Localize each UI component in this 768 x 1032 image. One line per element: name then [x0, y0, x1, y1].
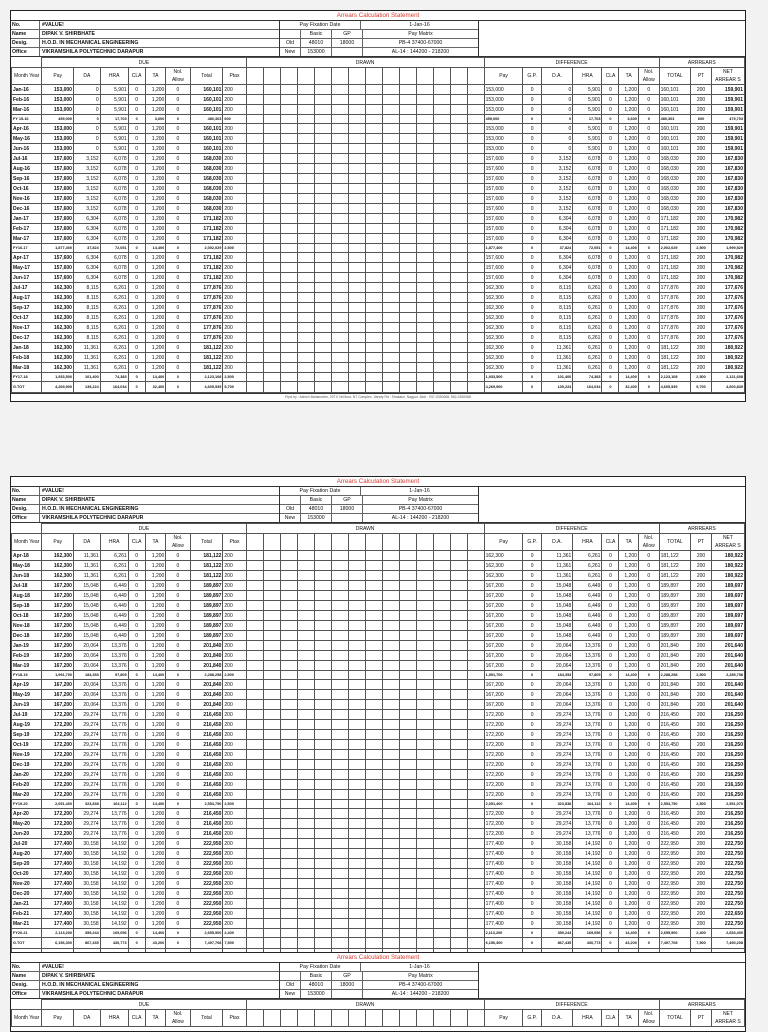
table-row: May-20 172,200 29,274 13,776 0 1,200 0 216,450 200 172,200 0 29,274 13,776 0 1,200 0 216,450 200 216,250 [13, 820, 743, 827]
statement-sheet-2 [10, 476, 746, 972]
table-row: Jan-17 157,600 6,304 6,078 0 1,200 0 171,182 200 157,600 0 6,304 6,078 0 1,200 0 171,182 200 170,982 [13, 215, 743, 222]
table-row: Dec-20 177,400 30,158 14,192 0 1,200 0 222,950 200 177,400 0 30,158 14,192 0 1,200 0 222,950 200 222,750 [13, 890, 743, 897]
table-row: Oct-18 167,200 15,048 6,449 0 1,200 0 189,897 200 167,200 0 15,048 6,449 0 1,200 0 189,897 200 189,697 [13, 612, 743, 619]
employee-info: No. #VALUE! Name DIPAK V. SHIRBHATE Desig. H.O.D. IN MECHANICAL ENGINEERING Office VIKRAMSHILA POLYTECHNIC DARAPUR Pay Fixation Date 1-Jan-16 Basic GP Pay Matrix Old 48010 18000 PB-4 37400-67000 New 153000 AL-14 : 144200 - 218200 [11, 21, 745, 57]
table-row: Oct-16 157,600 3,152 6,078 0 1,200 0 168,030 200 157,600 0 3,152 6,078 0 1,200 0 168,030 200 167,830 [13, 185, 743, 192]
table-row: Jan-19 167,200 20,064 13,376 0 1,200 0 201,840 200 167,200 0 20,064 13,376 0 1,200 0 201,840 200 201,640 [13, 642, 743, 649]
table-row: FY19-20 2,051,400 323,838 164,112 0 14,400 0 2,553,750 2,500 2,051,400 0 323,838 164,112 0 14,400 0 2,553,750 2,500 2,551,070 [12, 800, 745, 809]
drawn-header: DRAWN [246, 58, 484, 68]
statement-sheet-1 [10, 10, 746, 402]
column-header-row: Month Year Pay DA HRA CLA TA Nol. Allow Total Ptax Pay G.P. D.A. HRA CLA TA Nol. Allow TOTAL PT NET ARREAR S [12, 68, 745, 85]
statement-title: Arrears Calculation Statement [11, 11, 745, 21]
table-row: G.TOT 4,269,900 139,224 164,034 0 32,400 0 4,605,539 5,700 4,269,900 0 139,224 164,034 0 32,400 0 4,605,539 5,700 4,600,839 [12, 382, 745, 393]
table-row: Jan-21 177,400 30,158 14,192 0 1,200 0 222,950 200 177,400 0 30,158 14,192 0 1,200 0 222,950 200 222,750 [13, 900, 743, 907]
statement-sheet-3: Arrears Calculation Statement No. #VALUE! Name DIPAK V. SHIRBHATE Desig. H.O.D. IN MECHANICAL ENGINEERING Office VIKRAMSHILA POLYTECHNIC DARAPUR Pay Fixation Date 1-Jan-16 Basic GP Pay Matrix Old 48010 18000 PB-4 37400-67000 New 153000 AL-14 : 144200 - 218200 DUE DRAWN DIFFERENCE ARRREARS Month Year Pay DA HRA CLA TA Nol. Allow Total Ptax Pay G.P. D.A. HRA CLA TA Nol. Allow TOTAL PT NET ARREAR S [10, 952, 746, 1032]
table-row: Nov-19 172,200 29,274 13,776 0 1,200 0 216,450 200 172,200 0 29,274 13,776 0 1,200 0 216,450 200 216,250 [13, 751, 743, 758]
table-row: Apr-17 157,600 6,304 6,078 0 1,200 0 171,182 200 157,600 0 6,304 6,078 0 1,200 0 171,182 200 170,982 [13, 254, 743, 261]
due-header: DUE [42, 58, 246, 68]
table-row: May-17 157,600 6,304 6,078 0 1,200 0 171,182 200 157,600 0 6,304 6,078 0 1,200 0 171,182 200 170,982 [13, 264, 743, 271]
table-row: Sep-20 177,400 30,158 14,192 0 1,200 0 222,950 200 177,400 0 30,158 14,192 0 1,200 0 222,950 200 222,750 [13, 860, 743, 867]
arrears-rows-2 [12, 551, 745, 971]
table-row: FY20-21 2,113,200 359,244 169,056 0 14,400 0 2,655,900 2,400 2,113,200 0 359,244 169,056 0 14,400 0 2,655,900 2,400 2,653,400 [12, 929, 745, 938]
table-row: Jul-19 172,200 29,274 13,776 0 1,200 0 216,450 200 172,200 0 29,274 13,776 0 1,200 0 216,450 200 216,250 [13, 711, 743, 718]
table-row: Oct-19 172,200 29,274 13,776 0 1,200 0 216,450 200 172,200 0 29,274 13,776 0 1,200 0 216,450 200 216,250 [13, 741, 743, 748]
table-row: Feb-19 167,200 20,064 13,376 0 1,200 0 201,840 200 167,200 0 20,064 13,376 0 1,200 0 201,840 200 201,640 [13, 652, 743, 659]
table-row: G.TOT 6,156,300 867,435 430,773 0 43,200 0 7,497,708 7,500 6,156,300 0 867,435 430,773 0 43,200 0 7,497,708 7,500 7,490,208 [12, 938, 745, 949]
table-row: Mar-20 172,200 29,274 13,776 0 1,200 0 216,450 200 172,200 0 29,274 13,776 0 1,200 0 216,450 200 216,250 [13, 791, 743, 798]
table-row: Aug-18 167,200 15,048 6,449 0 1,200 0 189,897 200 167,200 0 15,048 6,449 0 1,200 0 189,897 200 189,697 [13, 592, 743, 599]
table-row: Jan-18 162,300 11,361 6,261 0 1,200 0 181,122 200 162,300 0 11,361 6,261 0 1,200 0 181,122 200 180,922 [13, 344, 743, 351]
table-row: Nov-17 162,300 8,115 6,261 0 1,200 0 177,876 200 162,300 0 8,115 6,261 0 1,200 0 177,876 200 177,676 [13, 324, 743, 331]
table-row: Mar-18 162,300 11,361 6,261 0 1,200 0 181,122 200 162,300 0 11,361 6,261 0 1,200 0 181,122 200 180,922 [13, 364, 743, 371]
employee-office: VIKRAMSHILA POLYTECHNIC DARAPUR [42, 49, 144, 55]
table-row: Mar-17 157,600 6,304 6,078 0 1,200 0 171,182 200 157,600 0 6,304 6,078 0 1,200 0 171,182 200 170,982 [13, 235, 743, 242]
statement-title: Arrears Calculation Statement [11, 953, 745, 963]
table-row: Mar-19 167,200 20,064 13,376 0 1,200 0 201,840 200 167,200 0 20,064 13,376 0 1,200 0 201,840 200 201,640 [13, 662, 743, 669]
table-row: Dec-17 162,300 8,115 6,261 0 1,200 0 177,876 200 162,300 0 8,115 6,261 0 1,200 0 177,876 200 177,676 [13, 334, 743, 341]
table-row: Jun-20 172,200 29,274 13,776 0 1,200 0 216,450 200 172,200 0 29,274 13,776 0 1,200 0 216,450 200 216,250 [13, 830, 743, 837]
table-row: FY 15-16 459,000 0 17,703 0 3,600 0 480,303 600 459,000 0 0 17,703 0 3,600 0 480,303 600 479,703 [12, 115, 745, 124]
column-header-row: Month Year Pay DA HRA CLA TA Nol. Allow Total Ptax Pay G.P. D.A. HRA CLA TA Nol. Allow TOTAL PT NET ARREAR S [12, 534, 745, 551]
pay-fixation-box: Pay Fixation Date 1-Jan-16 Basic GP Pay Matrix Old 48010 18000 PB-4 37400-67000 New 153000 AL-14 : 144200 - 218200 [280, 487, 479, 522]
arrears-header: ARRREARS [659, 58, 744, 68]
arrears-table-1 [11, 57, 745, 393]
table-row: Aug-19 172,200 29,274 13,776 0 1,200 0 216,450 200 172,200 0 29,274 13,776 0 1,200 0 216,450 200 216,250 [13, 721, 743, 728]
employee-designation: H.O.D. IN MECHANICAL ENGINEERING [42, 40, 139, 46]
employee-info: No. #VALUE! Name DIPAK V. SHIRBHATE Desig. H.O.D. IN MECHANICAL ENGINEERING Office VIKRAMSHILA POLYTECHNIC DARAPUR Pay Fixation Date 1-Jan-16 Basic GP Pay Matrix Old 48010 18000 PB-4 37400-67000 New 153000 AL-14 : 144200 - 218200 [11, 487, 745, 523]
table-row: Nov-20 177,400 30,158 14,192 0 1,200 0 222,950 200 177,400 0 30,158 14,192 0 1,200 0 222,950 200 222,750 [13, 880, 743, 887]
table-row: Feb-18 162,300 11,361 6,261 0 1,200 0 181,122 200 162,300 0 11,361 6,261 0 1,200 0 181,122 200 180,922 [13, 354, 743, 361]
table-row: Aug-20 177,400 30,158 14,192 0 1,200 0 222,950 200 177,400 0 30,158 14,192 0 1,200 0 222,950 200 222,750 [13, 850, 743, 857]
pay-fixation-box: Pay Fixation Date 1-Jan-16 Basic GP Pay Matrix Old 48010 18000 PB-4 37400-67000 New 153000 AL-14 : 144200 - 218200 [280, 21, 479, 56]
table-row: Oct-17 162,300 8,115 6,261 0 1,200 0 177,876 200 162,300 0 8,115 6,261 0 1,200 0 177,876 200 177,676 [13, 314, 743, 321]
table-row: May-19 167,200 20,064 13,376 0 1,200 0 201,840 200 167,200 0 20,064 13,376 0 1,200 0 201,840 200 201,640 [13, 691, 743, 698]
table-row: May-18 162,300 11,361 6,261 0 1,200 0 181,122 200 162,300 0 11,361 6,261 0 1,200 0 181,122 200 180,922 [13, 562, 743, 569]
table-row: Mar-21 177,400 30,158 14,192 0 1,200 0 222,950 200 177,400 0 30,158 14,192 0 1,200 0 222,950 200 222,750 [13, 920, 743, 927]
difference-header: DIFFERENCE [484, 58, 659, 68]
table-row: Jul-17 162,300 8,115 6,261 0 1,200 0 177,876 200 162,300 0 8,115 6,261 0 1,200 0 177,876 200 177,676 [13, 284, 743, 291]
table-row: Sep-18 167,200 15,048 6,449 0 1,200 0 189,897 200 167,200 0 15,048 6,449 0 1,200 0 189,897 200 189,697 [13, 602, 743, 609]
table-row: Nov-16 157,600 3,152 6,078 0 1,200 0 168,030 200 157,600 0 3,152 6,078 0 1,200 0 168,030 200 167,830 [13, 195, 743, 202]
table-row: Sep-16 157,600 3,152 6,078 0 1,200 0 168,030 200 157,600 0 3,152 6,078 0 1,200 0 168,030 200 167,830 [13, 175, 743, 182]
table-row: Jul-18 167,200 15,048 6,449 0 1,200 0 189,897 200 167,200 0 15,048 6,449 0 1,200 0 189,897 200 189,697 [13, 582, 743, 589]
table-row: Sep-17 162,300 8,115 6,261 0 1,200 0 177,876 200 162,300 0 8,115 6,261 0 1,200 0 177,876 200 177,676 [13, 304, 743, 311]
table-row: Sep-19 172,200 29,274 13,776 0 1,200 0 216,450 200 172,200 0 29,274 13,776 0 1,200 0 216,450 200 216,250 [13, 731, 743, 738]
employee-name: DIPAK V. SHIRBHATE [42, 31, 95, 37]
table-row: Feb-20 172,200 29,274 13,776 0 1,200 0 216,450 200 172,200 0 29,274 13,776 0 1,200 0 216,450 200 216,150 [13, 781, 743, 788]
table-row: Jun-16 153,000 0 5,901 0 1,200 0 160,101 200 153,000 0 0 5,901 0 1,200 0 160,101 200 159,901 [13, 145, 743, 152]
table-row: Jan-16 153,000 0 5,901 0 1,200 0 160,101 200 153,000 0 0 5,901 0 1,200 0 160,101 200 159,901 [13, 86, 743, 93]
table-row: Jul-20 177,400 30,158 14,192 0 1,200 0 222,950 200 177,400 0 30,158 14,192 0 1,200 0 222,950 200 222,750 [13, 840, 743, 847]
table-row: Jul-16 157,600 3,152 6,078 0 1,200 0 168,030 200 157,600 0 3,152 6,078 0 1,200 0 168,030 200 167,830 [13, 155, 743, 162]
table-row: Feb-21 177,400 30,158 14,192 0 1,200 0 222,950 200 177,400 0 30,158 14,192 0 1,200 0 222,950 200 222,650 [13, 910, 743, 917]
table-row: Mar-16 153,000 0 5,901 0 1,200 0 160,101 200 153,000 0 0 5,901 0 1,200 0 160,101 200 159,901 [13, 106, 743, 113]
statement-title: Arrears Calculation Statement [11, 477, 745, 487]
table-row: Feb-17 157,600 6,304 6,078 0 1,200 0 171,182 200 157,600 0 6,304 6,078 0 1,200 0 171,182 200 170,982 [13, 225, 743, 232]
table-row: Apr-19 167,200 20,064 13,376 0 1,200 0 201,840 200 167,200 0 20,064 13,376 0 1,200 0 201,840 200 201,640 [13, 681, 743, 688]
table-row: Oct-20 177,400 30,158 14,192 0 1,200 0 222,950 200 177,400 0 30,158 14,192 0 1,200 0 222,950 200 222,750 [13, 870, 743, 877]
employee-no: #VALUE! [42, 22, 64, 28]
table-row: Dec-18 167,200 15,048 6,449 0 1,200 0 189,897 200 167,200 0 15,048 6,449 0 1,200 0 189,897 200 189,697 [13, 632, 743, 639]
table-row: Apr-18 162,300 11,361 6,261 0 1,200 0 181,122 200 162,300 0 11,361 6,261 0 1,200 0 181,122 200 180,922 [13, 552, 743, 559]
table-row: May-16 153,000 0 5,901 0 1,200 0 160,101 200 153,000 0 0 5,901 0 1,200 0 160,101 200 159,901 [13, 135, 743, 142]
table-row: Nov-18 167,200 15,048 6,449 0 1,200 0 189,897 200 167,200 0 15,048 6,449 0 1,200 0 189,897 200 189,697 [13, 622, 743, 629]
table-row: FY18-19 1,991,700 184,353 97,805 0 14,400 0 2,288,258 2,500 1,991,700 0 184,353 97,805 0 14,400 0 2,288,258 2,500 2,285,758 [12, 671, 745, 680]
footer-credit: Prpd by : Ashish Bahamothe, 207 II Nd floor, NT Complex, Varsity Rd : Shakatol, Nagpur, Mob : 937-0330068, 962-0330068 [11, 393, 745, 401]
table-row: Jun-19 167,200 20,064 13,376 0 1,200 0 201,840 200 167,200 0 20,064 13,376 0 1,200 0 201,840 200 201,640 [13, 701, 743, 708]
table-row: Apr-16 153,000 0 5,901 0 1,200 0 160,101 200 153,000 0 0 5,901 0 1,200 0 160,101 200 159,901 [13, 125, 743, 132]
table-row: Dec-16 157,600 3,152 6,078 0 1,200 0 168,030 200 157,600 0 3,152 6,078 0 1,200 0 168,030 200 167,830 [13, 205, 743, 212]
table-row: Jun-18 162,300 11,361 6,261 0 1,200 0 181,122 200 162,300 0 11,361 6,261 0 1,200 0 181,122 200 180,922 [13, 572, 743, 579]
table-row: Aug-17 162,300 8,115 6,261 0 1,200 0 177,876 200 162,300 0 8,115 6,261 0 1,200 0 177,876 200 177,676 [13, 294, 743, 301]
table-row: Jun-17 157,600 6,304 6,078 0 1,200 0 171,182 200 157,600 0 6,304 6,078 0 1,200 0 171,182 200 170,982 [13, 274, 743, 281]
table-row: Apr-20 172,200 29,274 13,776 0 1,200 0 216,450 200 172,200 0 29,274 13,776 0 1,200 0 216,450 200 216,250 [13, 810, 743, 817]
arrears-rows-1 [12, 85, 745, 393]
table-row: Jan-20 172,200 29,274 13,776 0 1,200 0 216,450 200 172,200 0 29,274 13,776 0 1,200 0 216,450 200 216,250 [13, 771, 743, 778]
arrears-table-2: DUE DRAWN DIFFERENCE ARRREARS Month Year Pay DA HRA CLA TA Nol. Allow Total Ptax Pay G.P. D.A. HRA CLA TA Nol. Allow TOTAL PT NET ARREAR S Apr-18 162,300 11,361 6,261 0 1,200 0 181,122 200 162,300 0 11,361 6,261 0 1,200 0 181,122 200 180,922 May-18 162,300 11,361 6,261 0 1,200 0 181,122 200 162,300 0 11,361 6,261 0 1,200 0 181,122 200 180,922 Jun-18 162,300 11,361 6,261 0 1,200 0 181,122 200 162,300 0 11,361 6,261 0 1,200 0 181,122 200 180,922 Jul-18 167,200 15,048 6,449 0 1,200 0 189,897 200 167,200 0 15,048 6,449 0 1,200 0 189,897 200 189,697 Aug-18 167,200 15,048 6,449 0 1,200 0 189,897 200 167,200 0 15,048 6,449 0 1,200 0 189,897 200 189,697 Sep-18 167,200 15,048 6,449 0 1,200 0 189,897 200 167,200 0 15,048 6,449 0 1,200 0 189,897 200 189,697 Oct-18 167,200 15,048 6,449 0 1,200 0 189,897 200 167,200 0 15,048 6,449 0 1,200 0 189,897 200 189,697 Nov-18 167,200 15,048 6,449 0 1,200 0 189,897 200 167,200 0 15,048 6,449 0 1,200 0 189,897 200 189,697 Dec-18 167,200 15,048 6,449 0 1,200 0 189,897 200 167,200 0 15,048 6,449 0 1,200 0 189,897 200 189,697 Jan-19 167,200 20,064 13,376 0 1,200 0 201,840 200 167,200 0 20,064 13,376 0 1,200 0 201,840 200 201,640 Feb-19 167,200 20,064 13,376 0 1,200 0 201,840 200 167,200 0 20,064 13,376 0 1,200 0 201,840 200 201,640 Mar-19 167,200 20,064 13,376 0 1,200 0 201,840 200 167,200 0 20,064 13,376 0 1,200 0 201,840 200 201,640 FY18-19 1,991,700 184,353 97,805 0 14,400 0 2,288,258 2,500 1,991,700 0 184,353 97,805 0 14,400 0 2,288,258 2,500 2,285,758 Apr-19 167,200 20,064 13,376 0 1,200 0 201,840 200 167,200 0 20,064 13,376 0 1,200 0 201,840 200 201,640 May-19 167,200 20,064 13,376 0 1,200 0 201,840 200 167,200 0 20,064 13,376 0 1,200 0 201,840 200 201,640 Jun-19 167,200 20,064 13,376 0 1,200 0 201,840 200 167,200 0 20,064 13,376 0 1,200 0 201,840 200 201,640 Jul-19 172,200 29,274 13,776 0 1,200 0 216,450 200 172,200 0 29,274 13,776 0 1,200 0 216,450 200 216,250 Aug-19 172,200 29,274 13,776 0 1,200 0 216,450 200 172,200 0 29,274 13,776 0 1,200 0 216,450 200 216,250 Sep-19 172,200 29,274 13,776 0 1,200 0 216,450 200 172,200 0 29,274 13,776 0 1,200 0 216,450 200 216,250 Oct-19 172,200 29,274 13,776 0 1,200 0 216,450 200 172,200 0 29,274 13,776 0 1,200 0 216,450 200 216,250 Nov-19 172,200 29,274 13,776 0 1,200 0 216,450 200 172,200 0 29,274 13,776 0 1,200 0 216,450 200 216,250 Dec-19 172,200 29,274 13,776 0 1,200 0 216,450 200 172,200 0 29,274 13,776 0 1,200 0 216,450 200 216,250 Jan-20 172,200 29,274 13,776 0 1,200 0 216,450 200 172,200 0 29,274 13,776 0 1,200 0 216,450 200 216,250 Feb-20 172,200 29,274 13,776 0 1,200 0 216,450 200 172,200 0 29,274 13,776 0 1,200 0 216,450 200 216,150 Mar-20 172,200 29,274 13,776 0 1,200 0 216,450 200 172,200 0 29,274 13,776 0 1,200 0 216,450 200 216,250 FY19-20 2,051,400 323,838 164,112 0 14,400 0 2,553,750 2,500 2,051,400 0 323,838 164,112 0 14,400 0 2,553,750 2,500 2,551,070 Apr-20 172,200 29,274 13,776 0 1,200 0 216,450 200 172,200 0 29,274 13,776 0 1,200 0 216,450 200 216,250 May-20 172,200 29,274 13,776 0 1,200 0 216,450 200 172,200 0 29,274 13,776 0 1,200 0 216,450 200 216,250 Jun-20 172,200 29,274 13,776 0 1,200 0 216,450 200 172,200 0 29,274 13,776 0 1,200 0 216,450 200 216,250 Jul-20 177,400 30,158 14,192 0 1,200 0 222,950 200 177,400 0 30,158 14,192 0 1,200 0 222,950 200 222,750 Aug-20 177,400 30,158 14,192 0 1,200 0 222,950 200 177,400 0 30,158 14,192 0 1,200 0 222,950 200 222,750 Sep-20 177,400 30,158 14,192 0 1,200 0 222,950 200 177,400 0 30,158 14,192 0 1,200 0 222,950 200 222,750 Oct-20 177,400 30,158 14,192 0 1,200 0 222,950 200 177,400 0 30,158 14,192 0 1,200 0 222,950 200 222,750 Nov-20 177,400 30,158 14,192 0 1,200 0 222,950 200 177,400 0 30,158 14,192 0 1,200 0 222,950 200 222,750 Dec-20 177,400 30,158 14,192 0 1,200 0 222,950 200 177,400 0 30,158 14,192 0 1,200 0 222,950 200 222,750 Jan-21 177,400 30,158 14,192 0 1,200 0 222,950 200 177,400 0 30,158 14,192 0 1,200 0 222,950 200 222,750 Feb-21 177,400 30,158 14,192 0 1,200 0 222,950 200 177,400 0 30,158 14,192 0 1,200 0 222,950 200 222,650 Mar-21 177,400 30,158 14,192 0 1,200 0 222,950 200 177,400 0 30,158 14,192 0 1,200 0 222,950 200 222,750 FY20-21 2,113,200 359,244 169,056 0 14,400 0 2,655,900 2,400 2,113,200 0 359,244 169,056 0 14,400 0 2,655,900 2,400 2,653,400 G.TOT 6,156,300 867,435 430,773 0 43,200 0 7,497,708 7,500 6,156,300 0 867,435 430,773 0 43,200 0 7,497,708 7,500 7,490,208 [11, 523, 745, 971]
table-row: Dec-19 172,200 29,274 13,776 0 1,200 0 216,450 200 172,200 0 29,274 13,776 0 1,200 0 216,450 200 216,250 [13, 761, 743, 768]
table-row: FY17-18 1,933,500 101,400 74,383 0 14,400 0 2,123,108 2,500 1,933,500 0 101,400 74,383 0 14,400 0 2,123,108 2,500 2,121,608 [12, 373, 745, 382]
table-row: Aug-16 157,600 3,152 6,078 0 1,200 0 168,030 200 157,600 0 3,152 6,078 0 1,200 0 168,030 200 167,830 [13, 165, 743, 172]
table-row: Feb-16 153,000 0 5,901 0 1,200 0 160,101 200 153,000 0 0 5,901 0 1,200 0 160,101 200 159,901 [13, 96, 743, 103]
table-row: FY16-17 1,877,400 37,824 72,051 0 14,400 0 2,002,029 2,500 1,877,400 0 37,824 72,051 0 14,400 0 2,002,029 2,500 1,999,529 [12, 244, 745, 253]
